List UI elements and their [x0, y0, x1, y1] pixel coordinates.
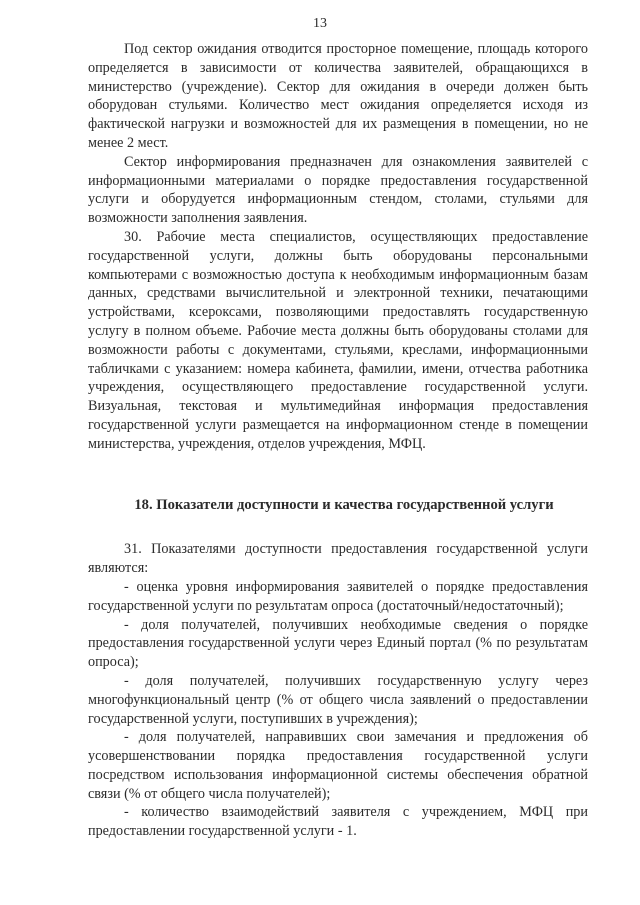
- section-heading: 18. Показатели доступности и качества государственной услуги: [134, 496, 554, 513]
- document-body: [88, 40, 588, 841]
- list-item-informing-level: - оценка уровня информирования заявителей о порядке предоставления государственной услуги по результатам опроса (достаточный/недостаточный);: [88, 578, 588, 614]
- paragraph-waiting-sector: Под сектор ожидания отводится просторное помещение, площадь которого определяется в зависимости от количества заявителей, обращающихся в министерство (учреждение). Сектор для ожидания в очереди должен быть оборудован стульями. Количество мест ожидания определяется исходя из фактической нагрузки и возможностей для их размещения в помещении, но не менее 2 мест.: [88, 41, 588, 151]
- list-item-mfc-share: - доля получателей, получивших государственную услугу через многофункциональный центр (% от общего числа заявлений о предоставлении государственной услуги, поступивших в учреждения);: [88, 672, 588, 727]
- page-number: 13: [313, 16, 327, 31]
- paragraph-31-intro: 31. Показателями доступности предоставления государственной услуги являются:: [88, 541, 588, 577]
- list-item-interactions-count: - количество взаимодействий заявителя с учреждением, МФЦ при предоставлении государственной услуги - 1.: [88, 804, 588, 840]
- paragraph-30-workplaces: 30. Рабочие места специалистов, осуществляющих предоставление государственной услуги, должны быть оборудованы персональными компьютерами с возможностью доступа к необходимым информационным базам данных, средствами вычислительной и электронной техники, печатающими устройствами, ксероксами, позволяющими предоставлять государственную услугу в полном объеме. Рабочие места должны быть оборудованы столами для возможности работы с документами, стульями, креслами, информационными табличками с указанием: номера кабинета, фамилии, имени, отчества работника учреждения, осуществляющего предоставление государственной услуги. Визуальная, текстовая и мультимедийная информация предоставления государственной услуги размещается на информационном стенде в помещении министерства, учреждения, отделов учреждения, МФЦ.: [88, 228, 588, 452]
- list-item-unified-portal: - доля получателей, получивших необходимые сведения о порядке предоставления государственной услуги через Единый портал (% по результатам опроса);: [88, 616, 588, 671]
- list-item-feedback-share: - доля получателей, направивших свои замечания и предложения об усовершенствовании порядка предоставления государственной услуги посредством использования информационной системы обеспечения обратной связи (% от общего числа получателей);: [88, 729, 588, 802]
- paragraph-info-sector: Сектор информирования предназначен для ознакомления заявителей с информационными материалами о порядке предоставления государственной услуги и оборудуется информационным стендом, столами, стульями для возможности заполнения заявления.: [88, 153, 588, 227]
